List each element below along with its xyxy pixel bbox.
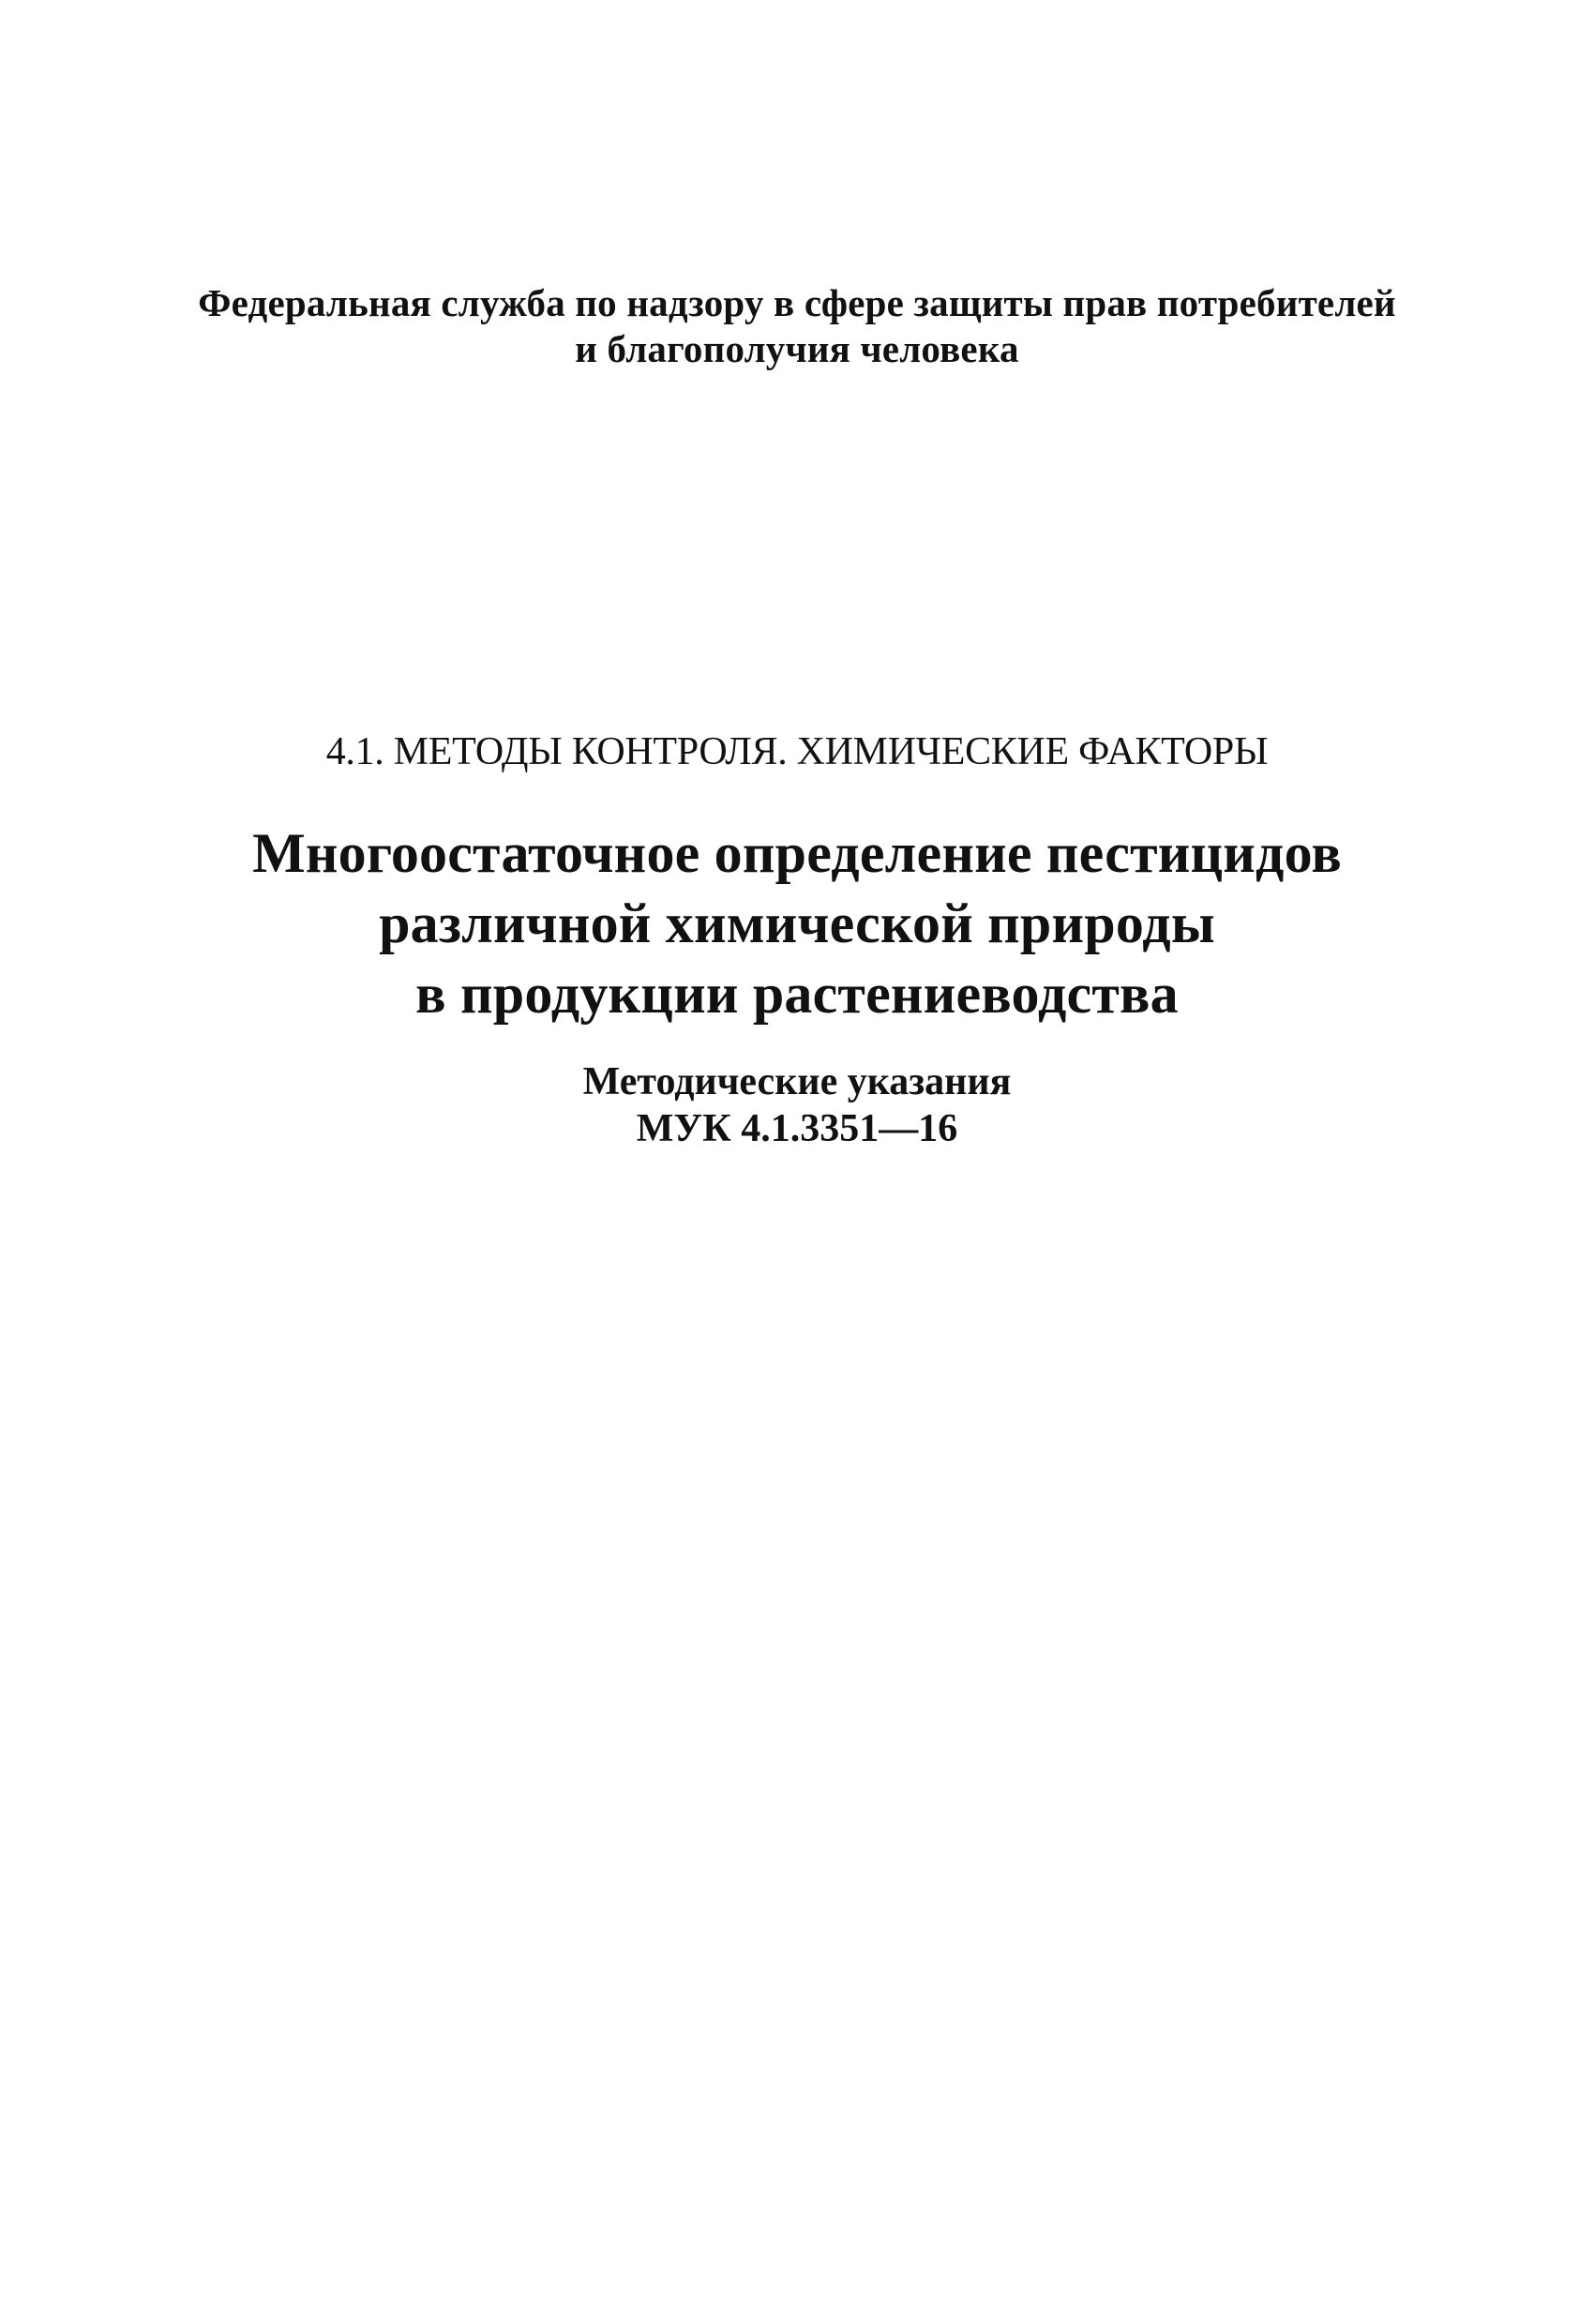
agency-name-line1: Федеральная служба по надзору в сфере защиты прав потребителей — [198, 281, 1396, 324]
document-title-line2: различной химической природы — [379, 892, 1215, 954]
document-title-line3: в продукции растениеводства — [415, 963, 1179, 1025]
document-type: Методические указания — [582, 1060, 1012, 1103]
agency-name-line2: и благополучия человека — [575, 327, 1019, 370]
document-number: МУК 4.1.3351—16 — [636, 1107, 958, 1150]
section-heading: 4.1. МЕТОДЫ КОНТРОЛЯ. ХИМИЧЕСКИЕ ФАКТОРЫ — [325, 730, 1269, 773]
document-title-line1: Многоостаточное определение пестицидов — [252, 822, 1342, 884]
